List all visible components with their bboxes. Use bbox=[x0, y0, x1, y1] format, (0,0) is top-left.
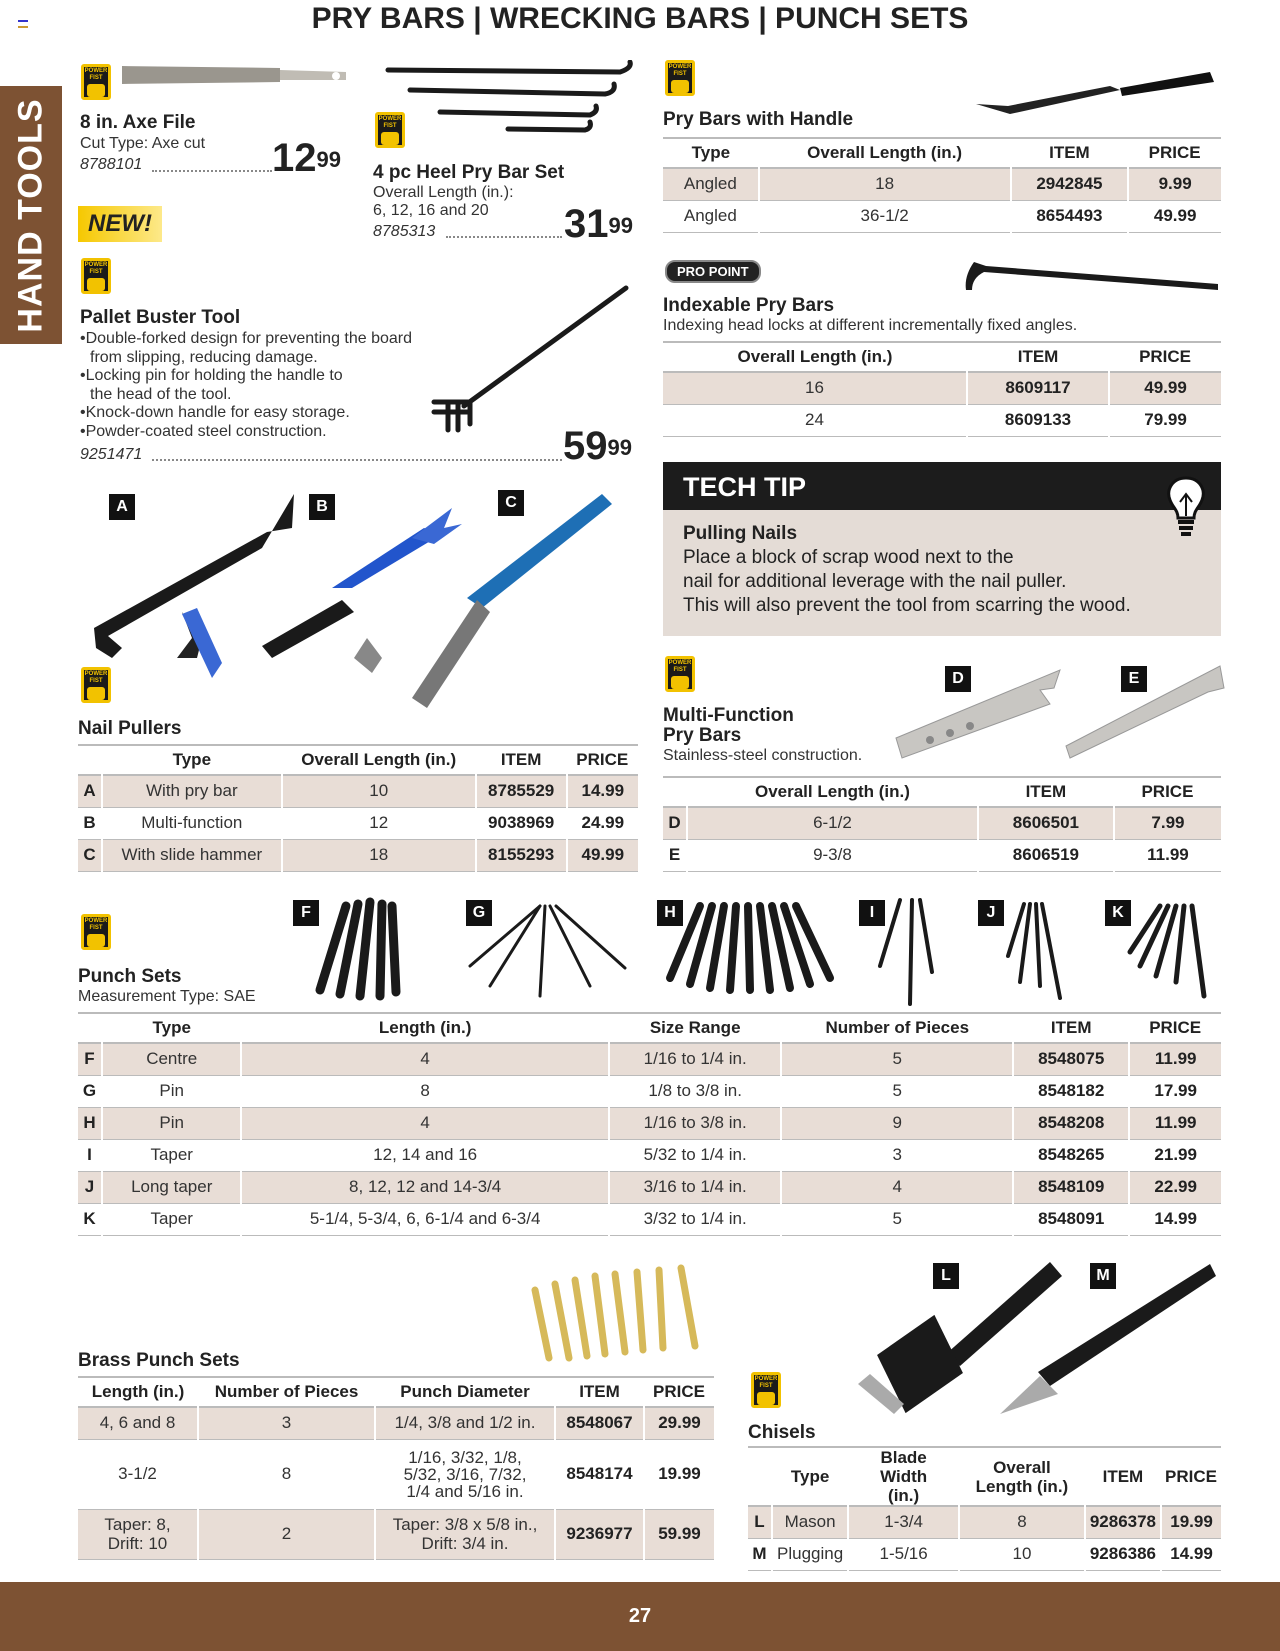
pry-bar-handle-image bbox=[970, 66, 1220, 122]
brass-title: Brass Punch Sets bbox=[78, 1350, 240, 1371]
multi-function-table: Overall Length (in.) ITEM PRICE D 6-1/2 8606501 7.99 E 9-3/8 8606519 11.99 bbox=[663, 776, 1221, 872]
indexable-table: Overall Length (in.) ITEM PRICE 16 8609117 49.99 24 8609133 79.99 bbox=[663, 341, 1221, 437]
label-k: K bbox=[1105, 900, 1131, 926]
punch-sets-desc: Measurement Type: SAE bbox=[78, 988, 256, 1005]
page-footer bbox=[0, 1582, 1280, 1651]
col-length: Overall Length (in.) bbox=[301, 750, 457, 769]
table-row: M Plugging 1-5/16 10 9286386 14.99 bbox=[748, 1538, 1221, 1570]
heel-pry-price: $31^{99}$ bbox=[564, 202, 633, 246]
indexable-title: Indexable Pry Bars bbox=[663, 295, 835, 316]
label-b: B bbox=[309, 494, 335, 520]
tech-tip-line: nail for additional leverage with the nail puller. bbox=[683, 571, 1067, 592]
brass-punch-image bbox=[525, 1260, 705, 1362]
table-row: Taper: 8, Drift: 10 2 Taper: 3/8 x 5/8 in., Drift: 3/4 in. 9236977 59.99 bbox=[78, 1509, 714, 1559]
chisels-image bbox=[850, 1256, 1220, 1420]
power-fist-badge-icon: POWER FIST bbox=[81, 258, 111, 294]
heel-pry-name: 4 pc Heel Pry Bar Set bbox=[373, 162, 565, 183]
table-row: B Multi-function 12 9038969 24.99 bbox=[78, 807, 638, 839]
pallet-buster-price: $59^{99}$ bbox=[563, 424, 632, 468]
heel-pry-spec2: 6, 12, 16 and 20 bbox=[373, 202, 489, 219]
pallet-buster-sku: 9251471 bbox=[80, 446, 143, 463]
label-e: E bbox=[1121, 666, 1147, 692]
punch-sets-title: Punch Sets bbox=[78, 966, 182, 987]
col-price: PRICE bbox=[576, 750, 629, 769]
col-item: ITEM bbox=[500, 750, 542, 769]
tech-tip-box bbox=[663, 462, 1221, 636]
punch-sets-image bbox=[300, 896, 1220, 1006]
pallet-buster-name: Pallet Buster Tool bbox=[80, 307, 241, 328]
side-tab bbox=[0, 86, 62, 344]
power-fist-badge-icon: POWER FIST bbox=[81, 64, 111, 100]
table-row: Angled 36-1/2 8654493 49.99 bbox=[663, 200, 1221, 232]
lightbulb-icon bbox=[1162, 472, 1210, 544]
table-row: L Mason 1-3/4 8 9286378 19.99 bbox=[748, 1506, 1221, 1538]
brass-table: Length (in.) Number of Pieces Punch Diameter ITEM PRICE 4, 6 and 8 3 1/4, 3/8 and 1/2 in. 8548067 29.99 3-1/2 8 1/16, 3/32, 1/8, 5/32, 3/16, 7/32, 1/4 and 5/16 in. 8548174 19.99 Taper: 8, Drift: 10 2 Taper: 3/8 x 5/8 in., Drift: 3/4 in. 9236977 59.99 bbox=[78, 1376, 714, 1560]
pry-handle-title: Pry Bars with Handle bbox=[663, 109, 854, 130]
tech-tip-title: Pulling Nails bbox=[683, 523, 798, 544]
label-i: I bbox=[859, 900, 885, 926]
pallet-buster-features: •Double-forked design for preventing the board from slipping, reducing damage. •Locking pin for holding the handle to the head of the tool. •Knock-down handle for easy storage. •Powder-coated steel construction. bbox=[80, 330, 413, 440]
chisels-table: Type Blade Width (in.) Overall Length (in.) ITEM PRICE L Mason 1-3/4 8 9286378 19.99 M Plugging 1-5/16 10 9286386 14.99 bbox=[748, 1446, 1221, 1571]
table-row: 24 8609133 79.99 bbox=[663, 404, 1221, 436]
pallet-buster-image bbox=[430, 284, 630, 434]
table-row: K Taper 5-1/4, 5-3/4, 6, 6-1/4 and 6-3/4 3/32 to 1/4 in. 5 8548091 14.99 bbox=[78, 1203, 1221, 1235]
table-row: Angled 18 2942845 9.99 bbox=[663, 168, 1221, 200]
dotted-leader bbox=[446, 236, 562, 238]
table-row: E 9-3/8 8606519 11.99 bbox=[663, 839, 1221, 871]
tech-tip-heading: TECH TIP bbox=[663, 462, 1221, 510]
indexable-desc: Indexing head locks at different incrementally fixed angles. bbox=[663, 317, 1078, 334]
label-h: H bbox=[657, 900, 683, 926]
table-row: H Pin 4 1/16 to 3/8 in. 9 8548208 11.99 bbox=[78, 1107, 1221, 1139]
multi-function-pry-image bbox=[890, 660, 1230, 766]
indexable-pry-bar-image bbox=[960, 256, 1224, 304]
label-d: D bbox=[945, 666, 971, 692]
table-row: I Taper 12, 14 and 16 5/32 to 1/4 in. 3 8548265 21.99 bbox=[78, 1139, 1221, 1171]
label-m: M bbox=[1090, 1263, 1116, 1289]
nail-pullers-image bbox=[82, 488, 622, 728]
table-row: J Long taper 8, 12, 12 and 14-3/4 3/16 to 1/4 in. 4 8548109 22.99 bbox=[78, 1171, 1221, 1203]
table-row: 16 8609117 49.99 bbox=[663, 372, 1221, 404]
col-type: Type bbox=[172, 750, 212, 769]
nail-pullers-title: Nail Pullers bbox=[78, 718, 182, 739]
side-tab-label: HAND TOOLS bbox=[11, 97, 50, 333]
axe-file-name: 8 in. Axe File bbox=[80, 112, 196, 133]
label-f: F bbox=[293, 900, 319, 926]
pro-point-logo: PRO POINT bbox=[665, 260, 761, 283]
label-c: C bbox=[498, 490, 524, 516]
label-j: J bbox=[978, 900, 1004, 926]
label-l: L bbox=[933, 1263, 959, 1289]
axe-file-price: $12^{99}$ bbox=[272, 136, 341, 180]
power-fist-badge-icon: POWER FIST bbox=[81, 667, 111, 703]
table-row: C With slide hammer 18 8155293 49.99 bbox=[78, 839, 638, 871]
nail-pullers-table bbox=[78, 744, 638, 872]
power-fist-badge-icon: POWER FIST bbox=[81, 914, 111, 950]
label-a: A bbox=[109, 494, 135, 520]
pry-handle-table: Type Overall Length (in.) ITEM PRICE Angled 18 2942845 9.99 Angled 36-1/2 8654493 49.99 bbox=[663, 137, 1221, 233]
multi-function-title2: Pry Bars bbox=[663, 725, 742, 746]
table-row: 4, 6 and 8 3 1/4, 3/8 and 1/2 in. 8548067 29.99 bbox=[78, 1407, 714, 1439]
axe-file-sku: 8788101 bbox=[80, 156, 143, 173]
multi-function-title1: Multi-Function bbox=[663, 705, 794, 726]
tech-tip-line: Place a block of scrap wood next to the bbox=[683, 547, 1014, 568]
new-badge: NEW! bbox=[78, 206, 162, 242]
tech-tip-line: This will also prevent the tool from scarring the wood. bbox=[683, 595, 1131, 616]
power-fist-badge-icon: POWER FIST bbox=[751, 1372, 781, 1408]
punch-sets-table: Type Length (in.) Size Range Number of Pieces ITEM PRICE F Centre 4 1/16 to 1/4 in. 5 8548075 11.99 G Pin 8 1/8 to 3/8 in. 5 8548182 17.99 H Pin 4 1/16 to 3/8 in. 9 8548208 11.99 I Taper 12, 14 and 16 5/32 to 1/4 in. 3 8548265 21.99 J Long taper 8, 12, 12 and 14-3/4 3/16 to 1/4 in. 4 8548109 22.99 K Taper 5-1/4, 5-3/4, 6, 6-1/4 and 6-3/4 3/32 to 1/4 in. 5 8548091 14.99 bbox=[78, 1012, 1221, 1236]
table-row: 3-1/2 8 1/16, 3/32, 1/8, 5/32, 3/16, 7/32, 1/4 and 5/16 in. 8548174 19.99 bbox=[78, 1439, 714, 1509]
power-fist-badge-icon: POWER FIST bbox=[665, 656, 695, 692]
chisels-title: Chisels bbox=[748, 1422, 816, 1443]
table-row: G Pin 8 1/8 to 3/8 in. 5 8548182 17.99 bbox=[78, 1075, 1221, 1107]
page-number: 27 bbox=[628, 1605, 652, 1627]
page-title: PRY BARS | WRECKING BARS | PUNCH SETS bbox=[311, 2, 969, 35]
heel-pry-bar-image bbox=[380, 60, 640, 136]
table-row: D 6-1/2 8606501 7.99 bbox=[663, 807, 1221, 839]
axe-file-spec: Cut Type: Axe cut bbox=[80, 135, 206, 152]
axe-file-image bbox=[120, 62, 348, 90]
multi-function-desc: Stainless-steel construction. bbox=[663, 747, 863, 764]
power-fist-badge-icon: POWER FIST bbox=[665, 60, 695, 96]
table-row: F Centre 4 1/16 to 1/4 in. 5 8548075 11.99 bbox=[78, 1043, 1221, 1075]
dotted-leader bbox=[152, 459, 562, 461]
heel-pry-spec1: Overall Length (in.): bbox=[373, 184, 514, 201]
dotted-leader bbox=[152, 170, 272, 172]
power-fist-badge-icon: POWER FIST bbox=[375, 112, 405, 148]
table-row: A With pry bar 10 8785529 14.99 bbox=[78, 775, 638, 807]
heel-pry-sku: 8785313 bbox=[373, 223, 436, 240]
label-g: G bbox=[466, 900, 492, 926]
